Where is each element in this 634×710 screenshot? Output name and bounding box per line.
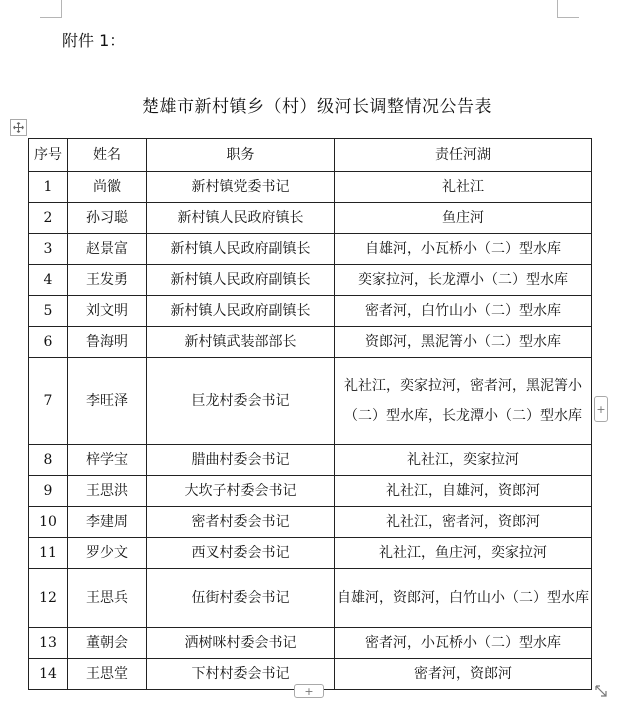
cell-no: 12 — [29, 569, 68, 628]
document-title: 楚雄市新村镇乡（村）级河长调整情况公告表 — [142, 97, 492, 117]
cell-no: 13 — [29, 628, 68, 659]
cell-no: 11 — [29, 538, 68, 569]
cell-name: 王思兵 — [68, 569, 147, 628]
cell-no: 2 — [29, 203, 68, 234]
header-position: 职务 — [147, 139, 335, 172]
cell-no: 14 — [29, 659, 68, 690]
table-row — [29, 234, 592, 265]
cell-rivers: 礼社江 — [335, 172, 592, 203]
table-row — [29, 265, 592, 296]
cell-position: 西叉村委会书记 — [147, 538, 335, 569]
cell-rivers: 密者河，资郎河 — [335, 659, 592, 690]
cell-rivers: 奕家拉河，长龙潭小（二）型水库 — [335, 265, 592, 296]
table-row — [29, 628, 592, 659]
table-row — [29, 327, 592, 358]
cell-position: 大坎子村委会书记 — [147, 476, 335, 507]
table-move-handle[interactable] — [10, 119, 27, 136]
cell-name: 梓学宝 — [68, 445, 147, 476]
add-row-button[interactable] — [294, 684, 324, 698]
resize-corner-icon — [594, 684, 608, 698]
crop-mark-top-right-h — [557, 17, 579, 18]
table-row — [29, 358, 592, 445]
cell-position: 密者村委会书记 — [147, 507, 335, 538]
cell-rivers: 礼社江，鱼庄河，奕家拉河 — [335, 538, 592, 569]
cell-name: 孙习聪 — [68, 203, 147, 234]
cell-name: 李建周 — [68, 507, 147, 538]
plus-icon: + — [304, 684, 314, 698]
cell-rivers: 礼社江，密者河，资郎河 — [335, 507, 592, 538]
cell-rivers: 自雄河，小瓦桥小（二）型水库 — [335, 234, 592, 265]
cell-no: 8 — [29, 445, 68, 476]
header-name: 姓名 — [68, 139, 147, 172]
table-row — [29, 507, 592, 538]
cell-rivers: 密者河，小瓦桥小（二）型水库 — [335, 628, 592, 659]
cell-position: 伍街村委会书记 — [147, 569, 335, 628]
table-header-row — [29, 139, 592, 172]
cell-no: 3 — [29, 234, 68, 265]
cell-position: 腊曲村委会书记 — [147, 445, 335, 476]
header-rivers: 责任河湖 — [335, 139, 592, 172]
cell-name: 董朝会 — [68, 628, 147, 659]
cell-name: 李旺泽 — [68, 358, 147, 445]
cell-name: 王发勇 — [68, 265, 147, 296]
cell-position: 新村镇人民政府镇长 — [147, 203, 335, 234]
crop-mark-top-right-v — [557, 0, 558, 17]
cell-position: 新村镇人民政府副镇长 — [147, 296, 335, 327]
cell-position: 新村镇人民政府副镇长 — [147, 265, 335, 296]
cell-name: 罗少文 — [68, 538, 147, 569]
cell-name: 刘文明 — [68, 296, 147, 327]
crop-mark-top-left-v — [61, 0, 62, 17]
cell-rivers: 礼社江，奕家拉河，密者河，黑泥箐小（二）型水库，长龙潭小（二）型水库 — [335, 358, 592, 445]
cell-position: 新村镇人民政府副镇长 — [147, 234, 335, 265]
cell-position: 洒树咪村委会书记 — [147, 628, 335, 659]
cell-rivers: 资郎河，黑泥箐小（二）型水库 — [335, 327, 592, 358]
table-row — [29, 445, 592, 476]
cell-position: 巨龙村委会书记 — [147, 358, 335, 445]
cell-no: 9 — [29, 476, 68, 507]
cell-no: 7 — [29, 358, 68, 445]
table-row — [29, 538, 592, 569]
cell-name: 尚徽 — [68, 172, 147, 203]
cell-name: 鲁海明 — [68, 327, 147, 358]
cell-position: 新村镇武装部部长 — [147, 327, 335, 358]
cell-no: 1 — [29, 172, 68, 203]
cell-no: 6 — [29, 327, 68, 358]
cell-name: 王思洪 — [68, 476, 147, 507]
cell-position: 新村镇党委书记 — [147, 172, 335, 203]
cell-position: 下村村委会书记 — [147, 659, 335, 690]
cell-rivers: 礼社江，自雄河，资郎河 — [335, 476, 592, 507]
add-column-button[interactable] — [594, 396, 608, 422]
cell-rivers: 自雄河，资郎河，白竹山小（二）型水库 — [335, 569, 592, 628]
crop-mark-top-left-h — [40, 17, 62, 18]
table-resize-handle[interactable] — [593, 683, 609, 699]
cell-no: 4 — [29, 265, 68, 296]
plus-icon: + — [596, 402, 606, 416]
table-row — [29, 203, 592, 234]
table-row — [29, 296, 592, 327]
cell-no: 5 — [29, 296, 68, 327]
cell-rivers: 密者河，白竹山小（二）型水库 — [335, 296, 592, 327]
attachment-label: 附件 1： — [62, 31, 126, 50]
table-row — [29, 476, 592, 507]
cell-rivers: 鱼庄河 — [335, 203, 592, 234]
cell-no: 10 — [29, 507, 68, 538]
move-handle-icon — [13, 122, 24, 133]
cell-rivers: 礼社江，奕家拉河 — [335, 445, 592, 476]
cell-name: 王思堂 — [68, 659, 147, 690]
table-row — [29, 569, 592, 628]
cell-name: 赵景富 — [68, 234, 147, 265]
river-chief-table — [28, 138, 592, 690]
header-no: 序号 — [29, 139, 68, 172]
table-row — [29, 172, 592, 203]
